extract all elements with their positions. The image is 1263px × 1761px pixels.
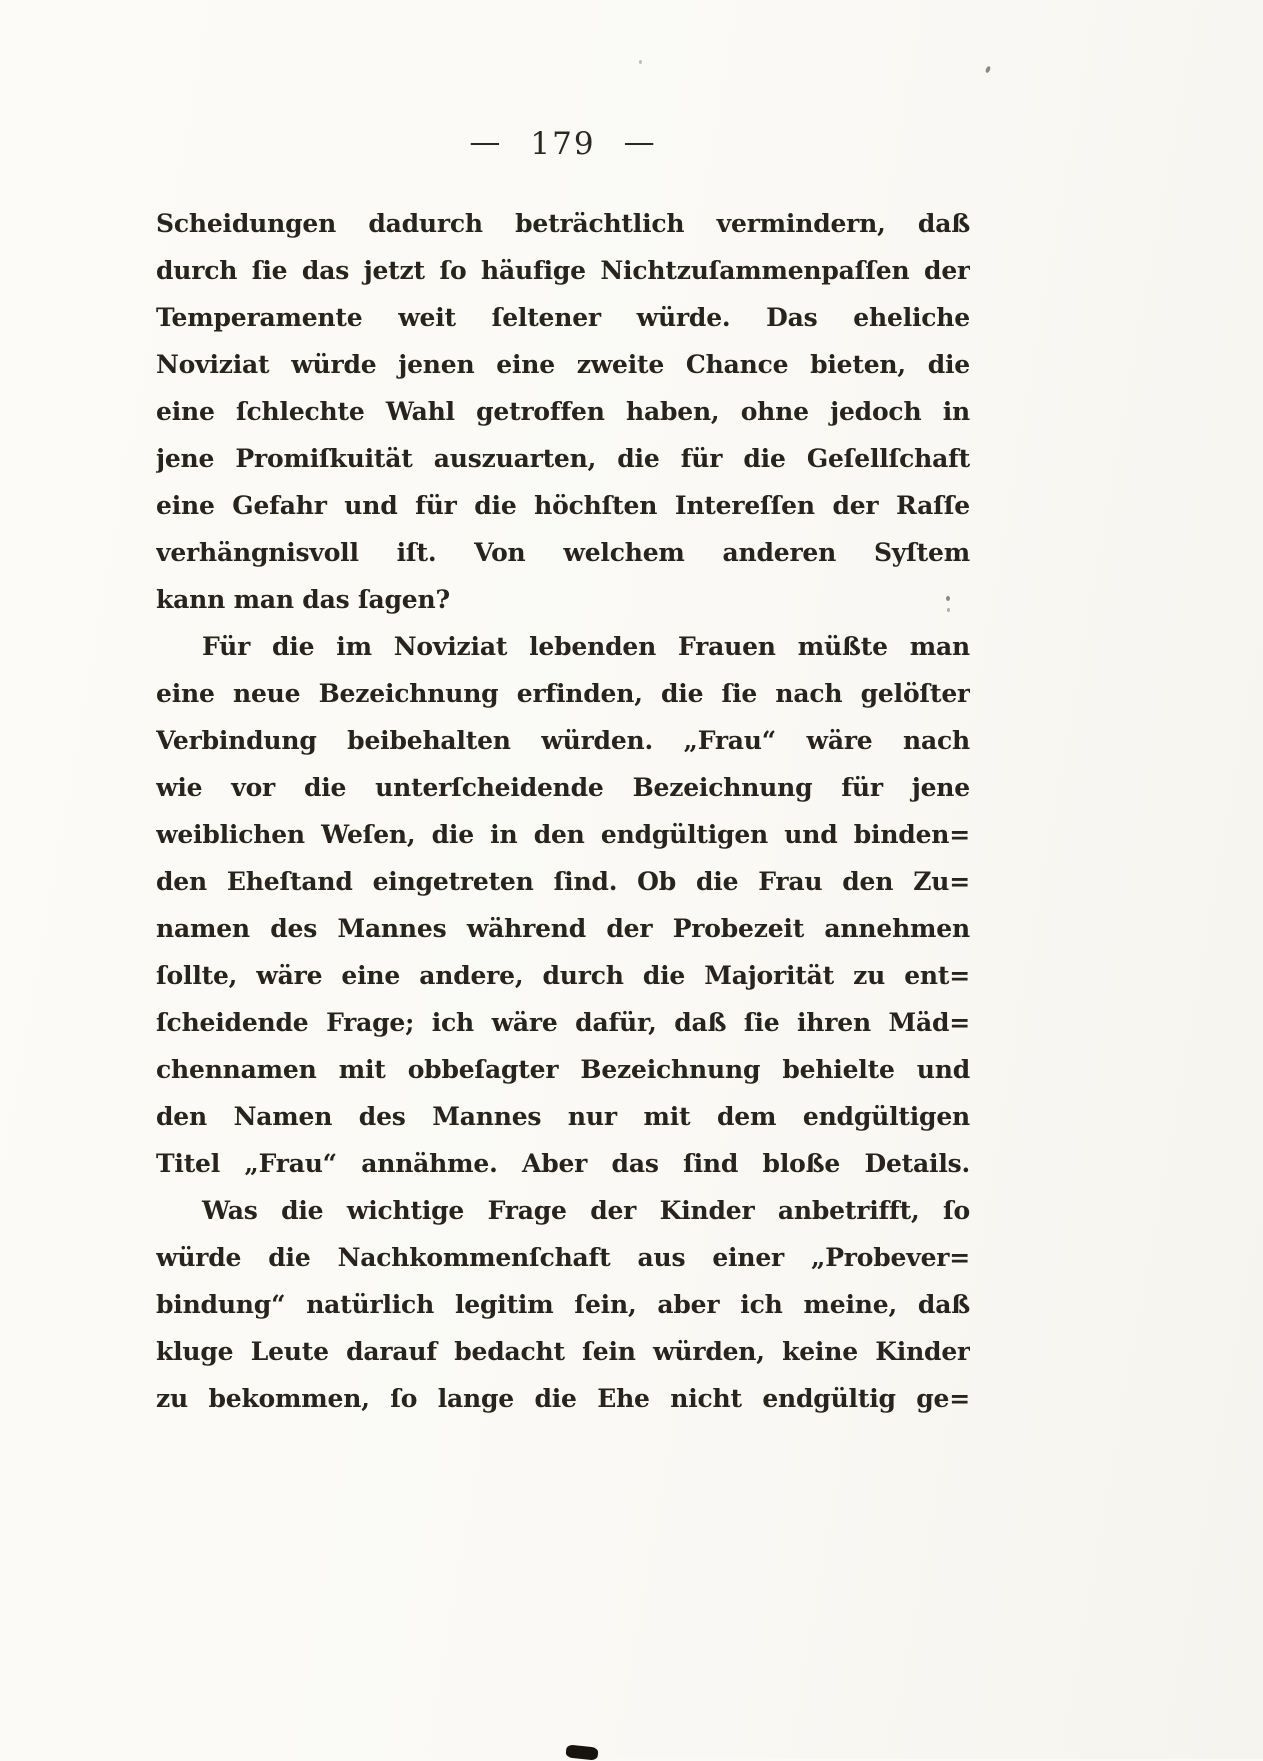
text-line: zu bekommen, ſo lange die Ehe nicht endgültig ge= [156,1384,970,1413]
text-line: chennamen mit obbeſagter Bezeichnung behielte und [156,1055,970,1084]
text-line: kluge Leute darauf bedacht ſein würden, keine Kinder [156,1337,970,1366]
scan-speck [946,596,950,601]
text-line: eine ſchlechte Wahl getroffen haben, ohne jedoch in [156,397,970,426]
text-line: eine Gefahr und für die höchſten Intereſſen der Raſſe [156,491,970,520]
text-line: Was die wichtige Frage der Kinder anbetrifft, ſo [202,1196,970,1225]
text-line: Titel „Frau“ annähme. Aber das ſind bloße Details. [156,1149,970,1178]
scan-artifact [565,1744,598,1760]
text-line: eine neue Bezeichnung erfinden, die ſie nach gelöſter [156,679,970,708]
scan-speck [985,65,992,73]
page-text [156,200,970,1422]
text-line: Verbindung beibehalten würden. „Frau“ wäre nach [156,726,970,755]
text-line: würde die Nachkommenſchaft aus einer „Probever= [156,1243,970,1272]
text-line: ſollte, wäre eine andere, durch die Majorität zu ent= [156,961,970,990]
text-line: durch ſie das jetzt ſo häufige Nichtzuſammenpaſſen der [156,256,970,285]
text-line: Scheidungen dadurch beträchtlich vermindern, daß [156,209,970,238]
page-header [156,126,970,162]
text-line: Für die im Noviziat lebenden Frauen müßte man [202,632,970,661]
paragraph [156,200,970,623]
text-line: bindung“ natürlich legitim ſein, aber ich meine, daß [156,1290,970,1319]
text-line: wie vor die unterſcheidende Bezeichnung für jene [156,773,970,802]
paragraph [156,623,970,1187]
header-dash-left: — [469,124,503,160]
text-line: ſcheidende Frage; ich wäre dafür, daß ſie ihren Mäd= [156,1008,970,1037]
text-line: Noviziat würde jenen eine zweite Chance bieten, die [156,350,970,379]
text-line: verhängnisvoll iſt. Von welchem anderen Syſtem [156,538,970,567]
text-line: den Namen des Mannes nur mit dem endgültigen [156,1102,970,1131]
text-line: weiblichen Weſen, die in den endgültigen und binden= [156,820,970,849]
page-number: 179 [530,126,596,162]
scan-speck [639,60,642,64]
text-line: namen des Mannes während der Probezeit annehmen [156,914,970,943]
scan-speck [947,608,950,612]
text-line: kann man das ſagen? [156,585,450,614]
text-line: den Eheſtand eingetreten ſind. Ob die Frau den Zu= [156,867,970,896]
header-dash-right: — [623,124,657,160]
text-line: Temperamente weit ſeltener würde. Das eheliche [156,303,970,332]
text-line: jene Promiſkuität auszuarten, die für die Geſellſchaft [156,444,970,473]
paragraph [156,1187,970,1422]
